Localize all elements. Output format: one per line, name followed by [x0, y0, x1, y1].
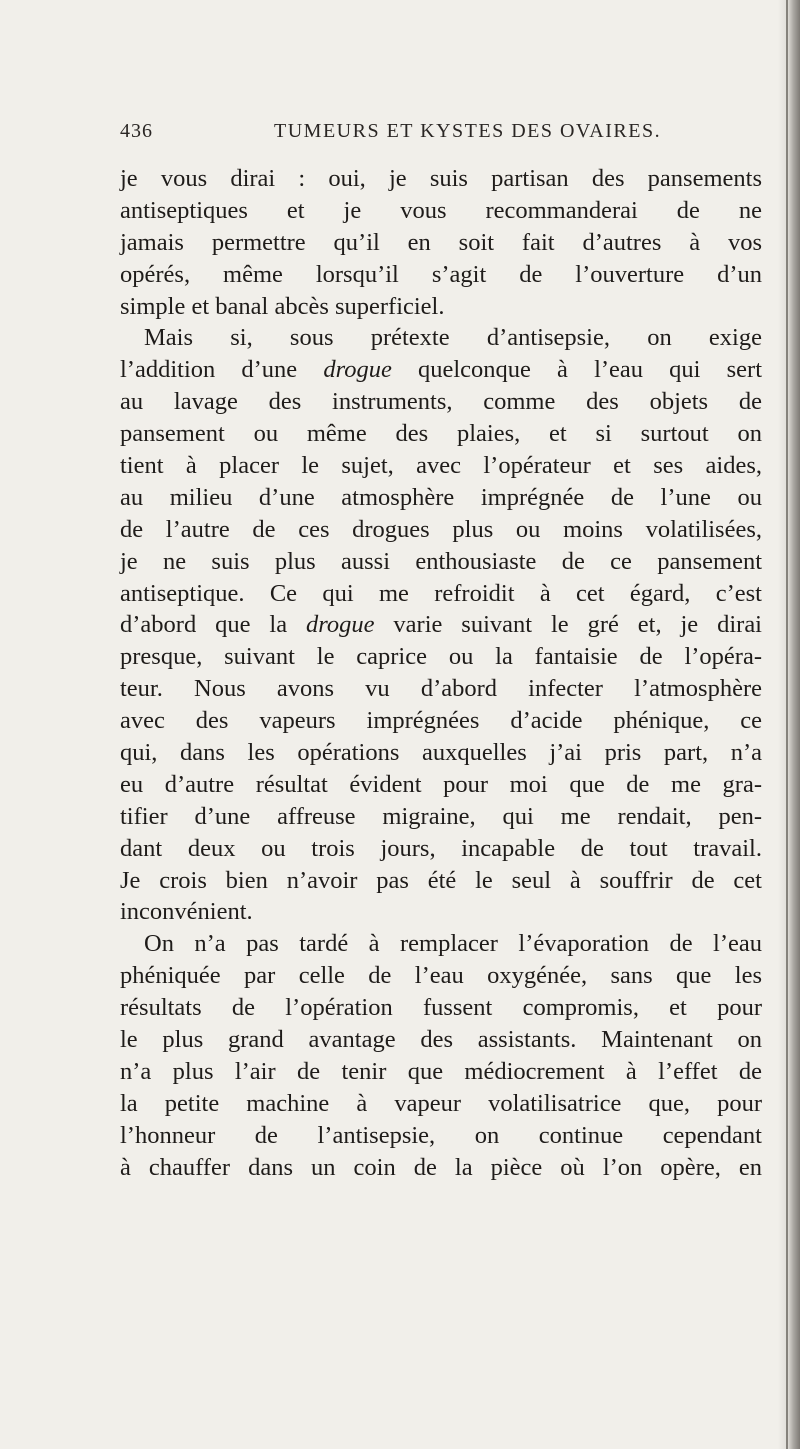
text-line: pansement ou même des plaies, et si surtout on: [120, 420, 762, 448]
text-line: au milieu d’une atmosphère imprégnée de l’une ou: [120, 483, 762, 511]
text-line: Mais si, sous prétexte d’antisepsie, on exige: [144, 324, 762, 352]
text-line: tifier d’une affreuse migraine, qui me rendait, pen-: [120, 802, 762, 830]
text-line: je vous dirai : oui, je suis partisan des pansements: [120, 165, 762, 192]
text-line: antiseptiques et je vous recommanderai de ne: [120, 196, 762, 224]
page-edge-line: [786, 0, 788, 1449]
text-line: résultats de l’opération fussent compromis, et pour: [120, 994, 762, 1022]
text-segment: l’addition d’une: [120, 356, 324, 384]
text-line: antiseptique. Ce qui me refroidit à cet égard, c’est: [120, 579, 762, 607]
text-line: phéniquée par celle de l’eau oxygénée, sans que les: [120, 962, 762, 990]
text-line: le plus grand avantage des assistants. Maintenant on: [120, 1026, 762, 1054]
text-segment: d’abord que la: [120, 611, 306, 639]
italic-word: drogue: [306, 611, 375, 639]
text-line: dant deux ou trois jours, incapable de tout travail.: [120, 834, 762, 862]
text-line: n’a plus l’air de tenir que médiocrement à l’effet de: [120, 1057, 762, 1085]
text-line: [120, 354, 762, 386]
text-line: presque, suivant le caprice ou la fantaisie de l’opéra-: [120, 643, 762, 671]
text-line: opérés, même lorsqu’il s’agit de l’ouverture d’un: [120, 260, 762, 288]
page-header: [120, 120, 780, 146]
running-title: TUMEURS ET KYSTES DES OVAIRES.: [274, 120, 662, 142]
text-line: eu d’autre résultat évident pour moi que de me gra-: [120, 770, 762, 798]
text-line: je ne suis plus aussi enthousiaste de ce pansement: [120, 547, 762, 575]
text-segment: quelconque à l’eau qui sert: [391, 356, 763, 384]
page-edge-shadow: [778, 0, 800, 1449]
text-line: Je crois bien n’avoir pas été le seul à souffrir de cet: [120, 866, 762, 894]
text-line: la petite machine à vapeur volatilisatrice que, pour: [120, 1089, 762, 1117]
text-line: l’honneur de l’antisepsie, on continue cependant: [120, 1121, 762, 1149]
text-line: tient à placer le sujet, avec l’opérateur et ses aides,: [120, 452, 762, 480]
text-line: qui, dans les opérations auxquelles j’ai pris part, n’a: [120, 739, 762, 767]
text-line: On n’a pas tardé à remplacer l’évaporation de l’eau: [144, 930, 762, 958]
text-segment: varie suivant le gré et, je dirai: [374, 611, 762, 639]
text-line: de l’autre de ces drogues plus ou moins volatilisées,: [120, 515, 762, 543]
page-number: 436: [120, 120, 153, 142]
text-line: jamais permettre qu’il en soit fait d’autres à vos: [120, 228, 762, 256]
text-line: [120, 609, 762, 641]
text-line: à chauffer dans un coin de la pièce où l’on opère, en: [120, 1153, 762, 1181]
text-line: simple et banal abcès superficiel.: [120, 292, 445, 320]
text-line: teur. Nous avons vu d’abord infecter l’atmosphère: [120, 675, 762, 703]
text-line: avec des vapeurs imprégnées d’acide phénique, ce: [120, 707, 762, 735]
body-text: [120, 163, 762, 1184]
text-line: inconvénient.: [120, 898, 253, 926]
italic-word: drogue: [323, 356, 392, 384]
text-line: au lavage des instruments, comme des objets de: [120, 388, 762, 416]
